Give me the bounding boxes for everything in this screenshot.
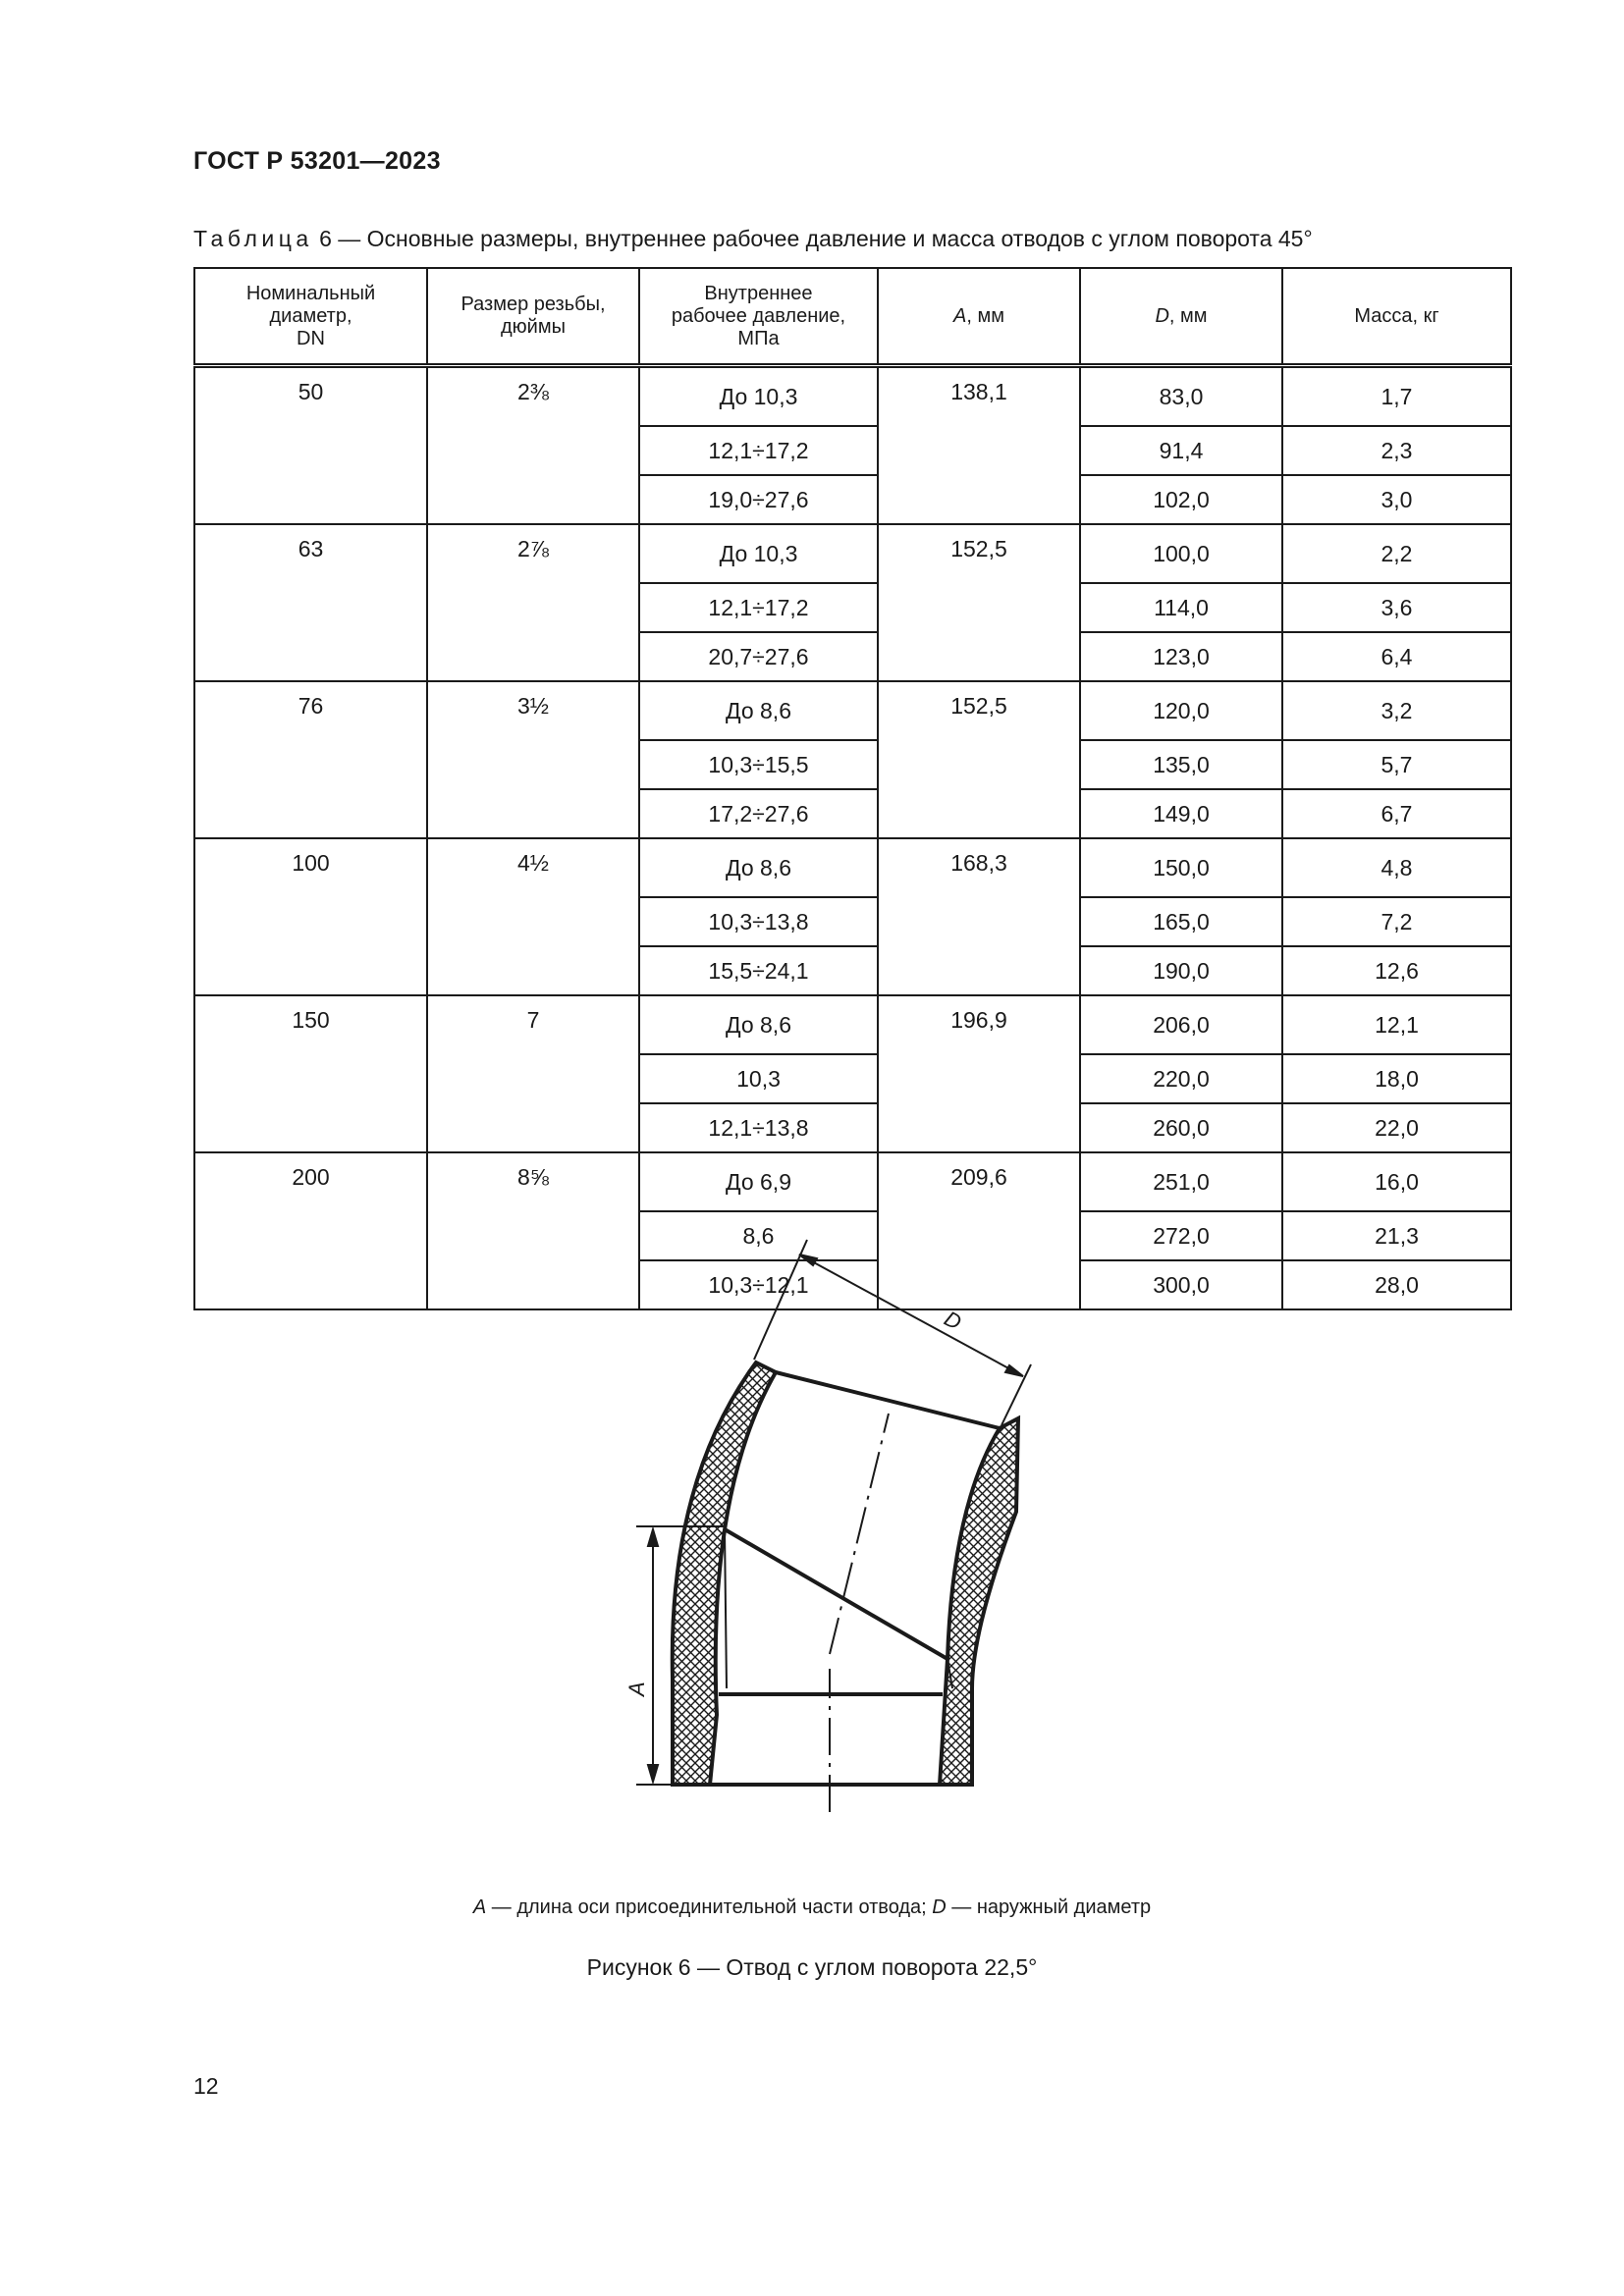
cell-dn <box>194 1103 427 1152</box>
cell-dn <box>194 426 427 475</box>
cell-dn <box>194 632 427 681</box>
cell-mass: 12,1 <box>1282 995 1511 1054</box>
cell-a <box>878 475 1080 524</box>
cell-pressure: 20,7÷27,6 <box>639 632 878 681</box>
table-row <box>194 1152 1511 1211</box>
cell-a <box>878 1260 1080 1309</box>
table-caption <box>193 226 1313 252</box>
cell-d: 190,0 <box>1080 946 1282 995</box>
cell-mass: 4,8 <box>1282 838 1511 897</box>
cell-thread <box>427 1103 639 1152</box>
cell-mass: 3,0 <box>1282 475 1511 524</box>
table-row <box>194 1260 1511 1309</box>
cell-d: 260,0 <box>1080 1103 1282 1152</box>
figure-caption: Рисунок 6 — Отвод с углом поворота 22,5° <box>586 1954 1038 1980</box>
cell-dn <box>194 475 427 524</box>
cell-d: 272,0 <box>1080 1211 1282 1260</box>
cell-d: 149,0 <box>1080 789 1282 838</box>
cell-mass: 3,2 <box>1282 681 1511 740</box>
cell-thread <box>427 583 639 632</box>
cell-dn: 150 <box>194 995 427 1054</box>
cell-thread <box>427 632 639 681</box>
table-row <box>194 789 1511 838</box>
cell-pressure: До 8,6 <box>639 681 878 740</box>
cell-pressure: До 8,6 <box>639 838 878 897</box>
cell-thread: 8⅝ <box>427 1152 639 1211</box>
cell-dn: 200 <box>194 1152 427 1211</box>
figure-legend: A — длина оси присоединительной части отвода; D — наружный диаметр <box>472 1896 1152 1918</box>
cell-mass: 1,7 <box>1282 366 1511 427</box>
cell-a: 152,5 <box>878 524 1080 583</box>
table-row <box>194 897 1511 946</box>
cell-thread <box>427 789 639 838</box>
cell-pressure: 10,3÷15,5 <box>639 740 878 789</box>
elbow-axis-lines <box>830 1414 889 1812</box>
cell-thread <box>427 426 639 475</box>
header-a: A, мм <box>878 268 1080 366</box>
cell-thread: 4½ <box>427 838 639 897</box>
cell-d: 114,0 <box>1080 583 1282 632</box>
cell-mass: 2,2 <box>1282 524 1511 583</box>
table-row <box>194 632 1511 681</box>
table-row <box>194 366 1511 427</box>
cell-pressure: 15,5÷24,1 <box>639 946 878 995</box>
cell-a <box>878 426 1080 475</box>
cell-pressure: До 6,9 <box>639 1152 878 1211</box>
cell-d: 251,0 <box>1080 1152 1282 1211</box>
cell-d: 102,0 <box>1080 475 1282 524</box>
cell-pressure: 12,1÷17,2 <box>639 583 878 632</box>
cell-d: 206,0 <box>1080 995 1282 1054</box>
cell-d: 123,0 <box>1080 632 1282 681</box>
cell-dn <box>194 789 427 838</box>
cell-dn <box>194 583 427 632</box>
cell-a <box>878 1103 1080 1152</box>
cell-a: 138,1 <box>878 366 1080 427</box>
cell-thread: 2⅞ <box>427 524 639 583</box>
cell-mass: 28,0 <box>1282 1260 1511 1309</box>
cell-d: 83,0 <box>1080 366 1282 427</box>
cell-thread <box>427 946 639 995</box>
cell-a <box>878 1054 1080 1103</box>
header-dn: Номинальный диаметр, DN <box>194 268 427 366</box>
table-row <box>194 475 1511 524</box>
table-row <box>194 1103 1511 1152</box>
table-body <box>194 366 1511 1310</box>
table-row <box>194 681 1511 740</box>
cell-pressure: 19,0÷27,6 <box>639 475 878 524</box>
cell-pressure: 17,2÷27,6 <box>639 789 878 838</box>
table-row <box>194 946 1511 995</box>
cell-a <box>878 789 1080 838</box>
cell-dn: 63 <box>194 524 427 583</box>
cell-thread: 7 <box>427 995 639 1054</box>
cell-a: 168,3 <box>878 838 1080 897</box>
header-d: D, мм <box>1080 268 1282 366</box>
cell-a <box>878 740 1080 789</box>
cell-dn: 76 <box>194 681 427 740</box>
table-header-row <box>194 268 1511 366</box>
cell-dn <box>194 1054 427 1103</box>
elbow-wall-right <box>940 1418 1018 1785</box>
cell-dn <box>194 946 427 995</box>
header-pressure: Внутреннее рабочее давление, МПа <box>639 268 878 366</box>
cell-mass: 3,6 <box>1282 583 1511 632</box>
cell-d: 220,0 <box>1080 1054 1282 1103</box>
table-caption-prefix: Таблица <box>193 226 313 251</box>
cell-a <box>878 583 1080 632</box>
cell-mass: 6,7 <box>1282 789 1511 838</box>
cell-dn <box>194 1211 427 1260</box>
cell-mass: 12,6 <box>1282 946 1511 995</box>
table-row <box>194 838 1511 897</box>
cell-dn <box>194 740 427 789</box>
cell-pressure: 12,1÷17,2 <box>639 426 878 475</box>
table-row <box>194 995 1511 1054</box>
cell-a <box>878 1211 1080 1260</box>
cell-thread <box>427 740 639 789</box>
cell-thread <box>427 897 639 946</box>
cell-mass: 16,0 <box>1282 1152 1511 1211</box>
page-number: 12 <box>193 2073 219 2099</box>
cell-a <box>878 946 1080 995</box>
table-row <box>194 740 1511 789</box>
cell-dn <box>194 1260 427 1309</box>
label-a: A <box>624 1682 649 1696</box>
cell-thread <box>427 1260 639 1309</box>
cell-pressure: 10,3÷13,8 <box>639 897 878 946</box>
cell-dn: 50 <box>194 366 427 427</box>
cell-pressure: До 8,6 <box>639 995 878 1054</box>
cell-pressure: 10,3 <box>639 1054 878 1103</box>
cell-d: 165,0 <box>1080 897 1282 946</box>
label-d: D <box>940 1306 966 1335</box>
cell-pressure: До 10,3 <box>639 366 878 427</box>
cell-d: 91,4 <box>1080 426 1282 475</box>
cell-d: 300,0 <box>1080 1260 1282 1309</box>
table-row <box>194 524 1511 583</box>
header-mass: Масса, кг <box>1282 268 1511 366</box>
header-thread: Размер резьбы, дюймы <box>427 268 639 366</box>
cell-pressure: 12,1÷13,8 <box>639 1103 878 1152</box>
cell-mass: 7,2 <box>1282 897 1511 946</box>
cell-dn <box>194 897 427 946</box>
dimensions-table <box>193 267 1512 1310</box>
cell-pressure: До 10,3 <box>639 524 878 583</box>
cell-thread <box>427 1211 639 1260</box>
cell-mass: 21,3 <box>1282 1211 1511 1260</box>
cell-mass: 22,0 <box>1282 1103 1511 1152</box>
cell-d: 120,0 <box>1080 681 1282 740</box>
table-row <box>194 426 1511 475</box>
cell-pressure: 8,6 <box>639 1211 878 1260</box>
cell-mass: 18,0 <box>1282 1054 1511 1103</box>
cell-dn: 100 <box>194 838 427 897</box>
cell-a <box>878 632 1080 681</box>
cell-thread: 2⅜ <box>427 366 639 427</box>
cell-pressure: 10,3÷12,1 <box>639 1260 878 1309</box>
cell-d: 135,0 <box>1080 740 1282 789</box>
cell-thread <box>427 475 639 524</box>
table-row <box>194 1211 1511 1260</box>
cell-a <box>878 897 1080 946</box>
cell-d: 100,0 <box>1080 524 1282 583</box>
table-caption-text: 6 — Основные размеры, внутреннее рабочее давление и масса отводов с углом поворота 45° <box>319 226 1313 251</box>
elbow-drawing <box>624 1306 1139 1885</box>
cell-a: 152,5 <box>878 681 1080 740</box>
document-header: ГОСТ Р 53201—2023 <box>193 147 441 175</box>
cell-d: 150,0 <box>1080 838 1282 897</box>
cell-a: 209,6 <box>878 1152 1080 1211</box>
cell-thread <box>427 1054 639 1103</box>
table-row <box>194 1054 1511 1103</box>
cell-a: 196,9 <box>878 995 1080 1054</box>
cell-mass: 5,7 <box>1282 740 1511 789</box>
table-row <box>194 583 1511 632</box>
cell-thread: 3½ <box>427 681 639 740</box>
cell-mass: 2,3 <box>1282 426 1511 475</box>
elbow-wall-left <box>673 1362 776 1785</box>
cell-mass: 6,4 <box>1282 632 1511 681</box>
